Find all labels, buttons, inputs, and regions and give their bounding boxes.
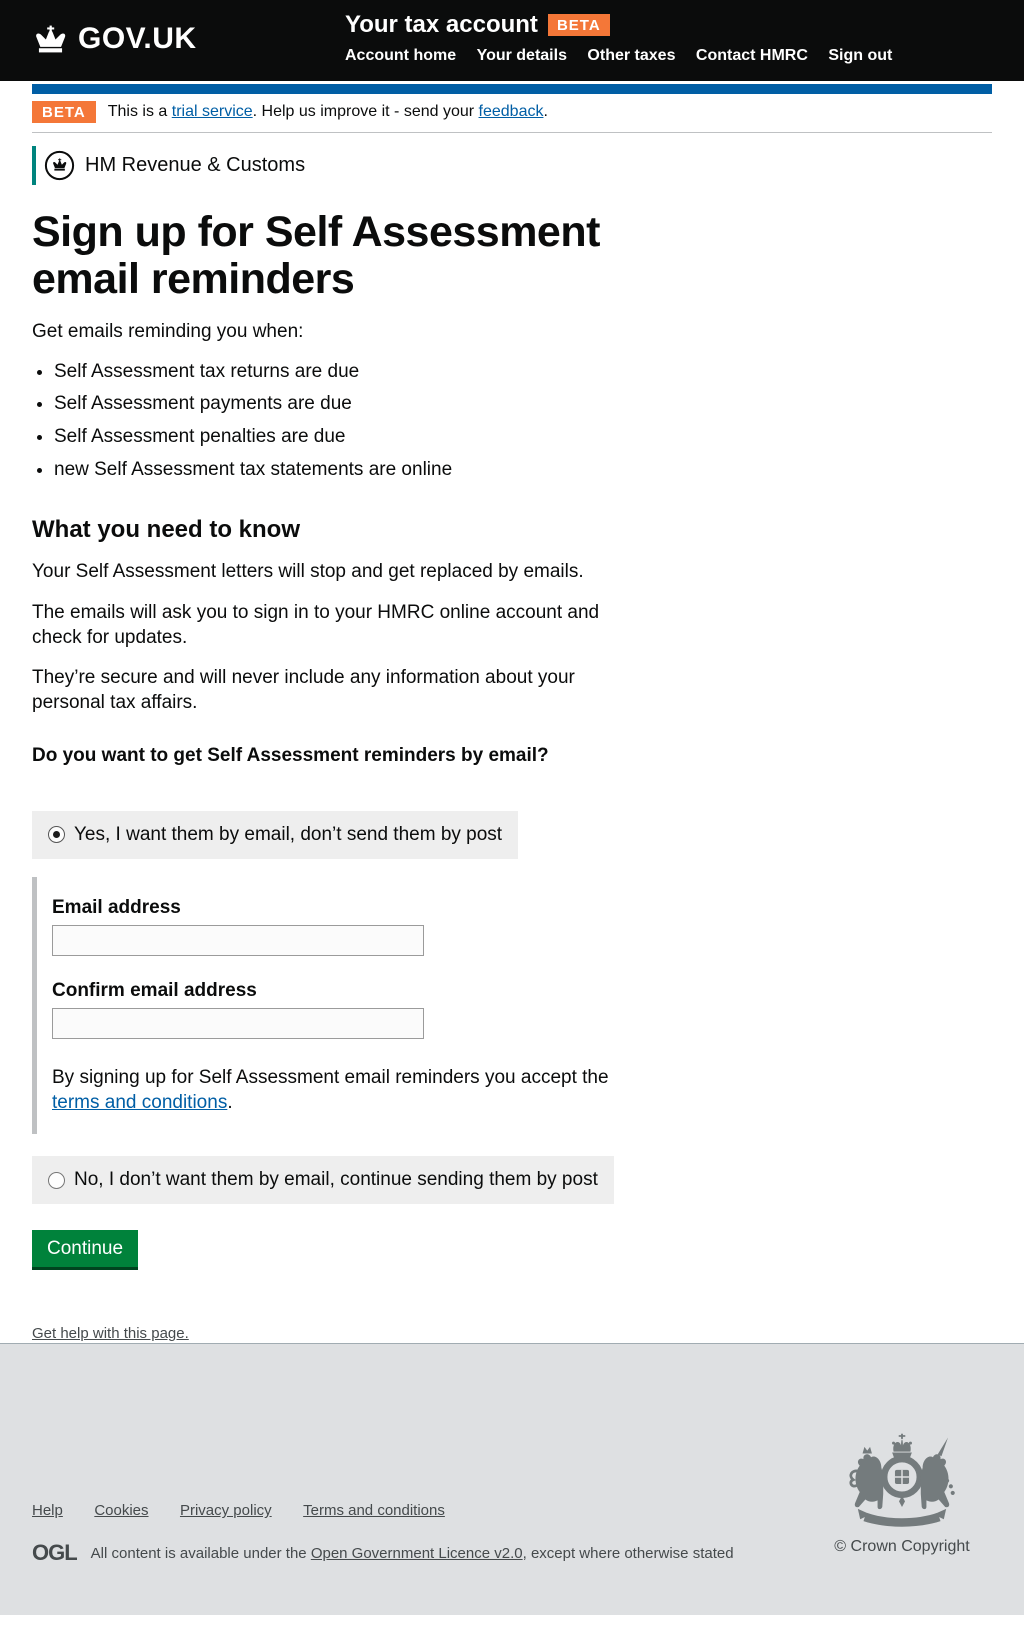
govuk-crown-icon — [32, 24, 69, 54]
email-field-group — [52, 897, 632, 956]
no-option[interactable] — [32, 1156, 614, 1204]
email-reveal-panel — [32, 877, 632, 1134]
reminder-bullet-list — [32, 360, 992, 483]
feedback-link[interactable]: feedback — [478, 103, 544, 120]
no-option-label: No, I don’t want them by email, continue sending them by post — [74, 1169, 598, 1191]
nav-sign-out[interactable]: Sign out — [828, 47, 893, 64]
yes-option[interactable] — [32, 811, 518, 859]
licence-text — [91, 1545, 734, 1562]
confirm-email-input[interactable] — [52, 1008, 424, 1039]
list-item: • Self Assessment tax returns are due — [54, 360, 992, 385]
phase-text-before: This is a — [107, 103, 172, 120]
yes-radio[interactable] — [48, 826, 65, 843]
nav-contact-hmrc[interactable]: Contact HMRC — [695, 47, 808, 64]
service-block — [345, 11, 908, 65]
footer-link-cookies[interactable]: Cookies — [94, 1502, 149, 1520]
terms-text-before: By signing up for Self Assessment email reminders you accept the — [52, 1066, 609, 1088]
email-question: Do you want to get Self Assessment reminders by email? — [32, 744, 549, 766]
confirm-email-field-group — [52, 980, 632, 1039]
phase-text-mid: . Help us improve it - send your — [252, 103, 479, 120]
footer-links — [32, 1502, 812, 1520]
phase-banner-text — [108, 103, 548, 121]
list-item: • Self Assessment payments are due — [54, 392, 992, 417]
footer-right — [812, 1424, 992, 1567]
phase-banner — [32, 94, 992, 133]
header-nav — [345, 47, 908, 65]
no-radio[interactable] — [48, 1172, 65, 1189]
crown-copyright-text: © Crown Copyright — [834, 1538, 970, 1556]
royal-coat-of-arms — [840, 1424, 964, 1528]
phase-beta-badge: BETA — [32, 101, 96, 123]
licence-text-after: , except where otherwise stated — [522, 1544, 734, 1562]
govuk-logo[interactable] — [32, 22, 197, 56]
header-beta-badge: BETA — [548, 14, 610, 36]
footer-link-help[interactable]: Help — [32, 1502, 63, 1520]
terms-text-after: . — [227, 1092, 233, 1114]
paragraph: The emails will ask you to sign in to your HMRC online account and check for updates. — [32, 601, 600, 648]
nav-account-home[interactable]: Account home — [345, 47, 457, 64]
licence-text-before: All content is available under the — [90, 1544, 311, 1562]
main-content — [0, 94, 1024, 1343]
ogl-licence-link[interactable]: Open Government Licence v2.0 — [310, 1544, 523, 1562]
paragraph: They’re secure and will never include any information about your personal tax affairs. — [32, 666, 575, 713]
nav-your-details[interactable]: Your details — [476, 47, 567, 64]
header-blue-bar — [32, 84, 992, 94]
trial-service-link[interactable]: trial service — [171, 103, 253, 120]
get-help-link[interactable]: Get help with this page. — [32, 1325, 189, 1343]
service-name-link[interactable]: Your tax account — [345, 11, 538, 38]
list-item: • new Self Assessment tax statements are online — [54, 458, 992, 483]
intro-text: Get emails reminding you when: — [32, 320, 304, 342]
email-label: Email address — [52, 896, 181, 918]
terms-paragraph — [52, 1065, 617, 1116]
nav-other-taxes[interactable]: Other taxes — [587, 47, 676, 64]
footer-link-terms[interactable]: Terms and conditions — [303, 1502, 445, 1520]
hmrc-crown-icon — [44, 150, 75, 181]
footer-left — [32, 1424, 812, 1567]
paragraph: Your Self Assessment letters will stop and get replaced by emails. — [32, 561, 584, 583]
email-input[interactable] — [52, 925, 424, 956]
terms-and-conditions-link[interactable]: terms and conditions — [52, 1092, 228, 1114]
organisation-banner — [32, 146, 992, 185]
continue-button[interactable]: Continue — [32, 1230, 138, 1267]
phase-text-after: . — [543, 103, 548, 120]
radio-dot — [53, 831, 60, 838]
footer-link-privacy[interactable]: Privacy policy — [179, 1502, 272, 1520]
section-heading: What you need to know — [32, 516, 300, 544]
yes-option-label: Yes, I want them by email, don’t send them by post — [74, 823, 503, 845]
page-title: Sign up for Self Assessment email reminders — [32, 208, 600, 304]
organisation-name: HM Revenue & Customs — [85, 154, 306, 176]
list-item: • Self Assessment penalties are due — [54, 425, 992, 450]
ogl-logo: OGL — [32, 1540, 77, 1566]
govuk-logo-text: GOV.UK — [78, 22, 197, 55]
ogl-row — [32, 1540, 812, 1566]
site-header — [0, 0, 1024, 81]
page-footer — [0, 1343, 1024, 1615]
confirm-email-label: Confirm email address — [52, 979, 257, 1001]
